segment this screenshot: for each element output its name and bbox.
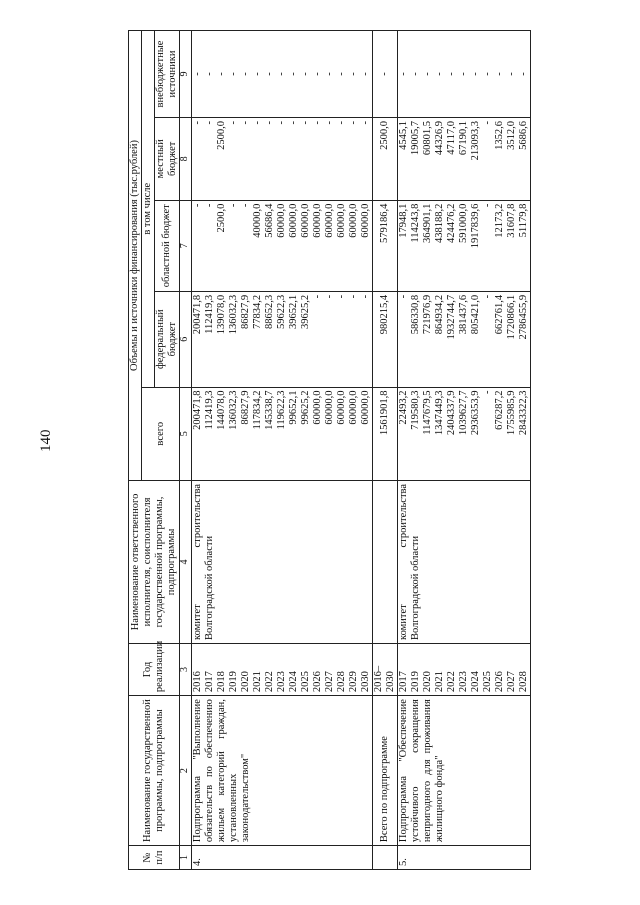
years-list: 2017 2019 2020 2021 2022 2023 2024 2025 2026 2027 2028 bbox=[398, 643, 531, 695]
header-year: Год реализации bbox=[129, 643, 180, 695]
header-no: № п/п bbox=[129, 846, 180, 870]
column-number: 3 bbox=[180, 643, 192, 695]
subtotal-local: 2500,0 bbox=[373, 118, 398, 201]
header-name: Наименование государственной программы, подпрограммы bbox=[129, 696, 180, 846]
subtotal-label: Всего по подпрограмме bbox=[373, 696, 398, 846]
header-financing: Объемы и источники финансирования (тыс.рублей) bbox=[129, 31, 142, 481]
program-name: Подпрограмма "Выполнение обязательств по обеспечению жильем категорий граждан, установленных законодательством" bbox=[192, 696, 373, 846]
subtotal-federal: 980215,4 bbox=[373, 291, 398, 387]
header-executor: Наименование ответственного исполнителя, соисполнителя государственной программы, подпрограммы bbox=[129, 480, 180, 643]
row-number: 5. bbox=[398, 846, 531, 870]
local-values: 4545,1 19005,7 60801,5 44326,9 47117,0 67190,1 213093,3 - 1352,6 3512,0 5686,6 bbox=[398, 118, 531, 201]
subtotal-regional: 579186,4 bbox=[373, 200, 398, 291]
extra-values: - - - - - - - - - - - bbox=[398, 31, 531, 118]
subtotal-extra: - bbox=[373, 31, 398, 118]
column-number: 6 bbox=[180, 291, 192, 387]
years-list: 2016 2017 2018 2019 2020 2021 2022 2023 2024 2025 2026 2027 2028 2029 2030 bbox=[192, 643, 373, 695]
executor-name: комитет строительства Волгоградской области bbox=[398, 480, 531, 643]
program-name: Подпрограмма "Обеспечение устойчивого сокращения непригодного для проживания жилищного фонда" bbox=[398, 696, 531, 846]
column-number: 8 bbox=[180, 118, 192, 201]
column-number: 4 bbox=[180, 480, 192, 643]
rotated-table-wrapper bbox=[128, 30, 638, 870]
column-number: 5 bbox=[180, 387, 192, 480]
row-number: 4. bbox=[192, 846, 373, 870]
page-number: 140 bbox=[38, 429, 54, 452]
regional-values: 17948,1 114243,8 364901,1 438188,2 424476,2 591000,0 1917839,6 - 12173,2 31607,8 51179,8 bbox=[398, 200, 531, 291]
header-extra: внебюджетные источники bbox=[155, 31, 180, 118]
table-row bbox=[398, 31, 531, 870]
column-number: 7 bbox=[180, 200, 192, 291]
table-row bbox=[192, 31, 373, 870]
header-federal: федеральный бюджет bbox=[155, 291, 180, 387]
federal-values: - 586330,8 721976,9 864934,2 1932744,7 381437,6 805421,0 - 662761,4 1720866,1 2786455,9 bbox=[398, 291, 531, 387]
local-values: - - 2500,0 - - - - - - - - - - - - bbox=[192, 118, 373, 201]
subtotal-row bbox=[373, 31, 398, 870]
column-number: 2 bbox=[180, 696, 192, 846]
total-values: 200471,8 112419,3 144078,0 136032,3 86827,9 117834,2 145338,7 119622,3 99652,1 99625,2 60000,0 60000,0 60000,0 60000,0 60000,0 bbox=[192, 387, 373, 480]
federal-values: 200471,8 112419,3 139078,0 136032,3 86827,9 77834,2 88652,3 59622,3 39652,1 39625,2 - - - - - bbox=[192, 291, 373, 387]
column-number: 1 bbox=[180, 846, 192, 870]
column-number-row bbox=[180, 31, 192, 870]
empty-cell bbox=[373, 480, 398, 643]
subtotal-total: 1561901,8 bbox=[373, 387, 398, 480]
header-total: всего bbox=[142, 387, 180, 480]
total-values: 22493,2 719580,3 1147679,5 1347449,3 2404337,9 1039627,7 2936353,9 - 676287,2 1755985,9 2843322,3 bbox=[398, 387, 531, 480]
empty-cell bbox=[373, 846, 398, 870]
financing-table bbox=[128, 30, 531, 870]
column-number: 9 bbox=[180, 31, 192, 118]
header-including: в том числе bbox=[142, 31, 155, 388]
extra-values: - - - - - - - - - - - - - - - bbox=[192, 31, 373, 118]
regional-values: - - 2500,0 - - 40000,0 56686,4 60000,0 60000,0 60000,0 60000,0 60000,0 60000,0 60000,0 60000,0 bbox=[192, 200, 373, 291]
header-regional: областной бюджет bbox=[155, 200, 180, 291]
header-local: местный бюджет bbox=[155, 118, 180, 201]
executor-name: комитет строительства Волгоградской области bbox=[192, 480, 373, 643]
subtotal-years: 2016–2030 bbox=[373, 643, 398, 695]
